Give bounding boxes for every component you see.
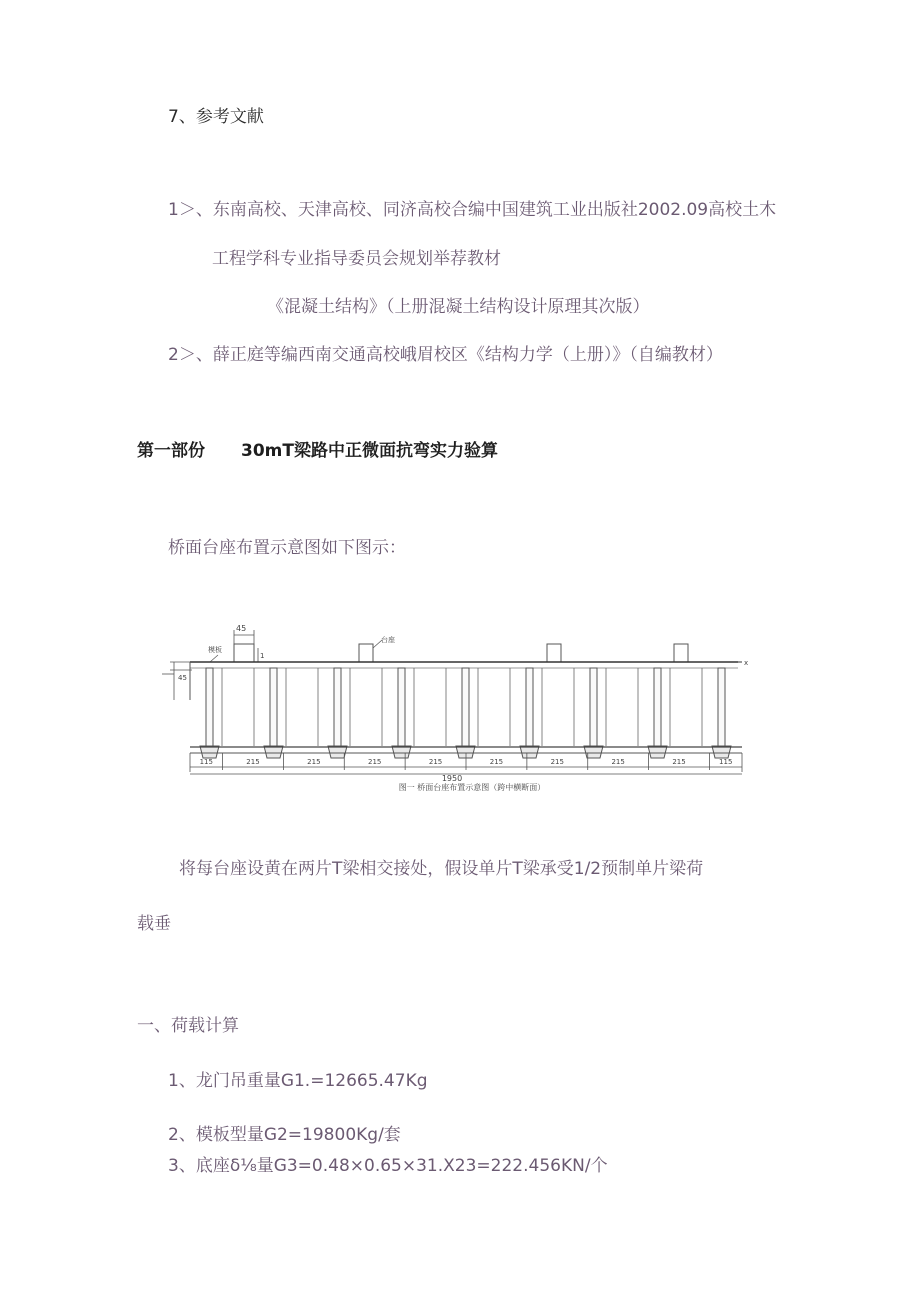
t-beam-webs — [200, 668, 731, 758]
span-label: 215 — [368, 758, 382, 766]
part-label: 第一部份 — [137, 441, 205, 461]
dim-flange-height: 45 — [178, 674, 187, 682]
reference-1-line-3: 《混凝土结构》（上册混凝土结构设计原理其次版） — [267, 297, 650, 317]
span-label: 215 — [428, 758, 443, 766]
part-title: 30mT梁路中正微面抗弯实力验算 — [241, 441, 498, 461]
pedestal-layout-diagram — [162, 622, 758, 792]
span-label: 115 — [199, 758, 213, 766]
span-label: 115 — [719, 758, 733, 766]
span-label: 215 — [672, 758, 686, 766]
svg-text:1: 1 — [260, 652, 265, 660]
svg-text:x: x — [744, 659, 749, 667]
figure-intro: 桥面台座布置示意图如下图示： — [168, 538, 406, 558]
load-heading: 一、荷载计算 — [137, 1016, 239, 1036]
pedestal-block — [547, 644, 561, 662]
label-formwork: 模板 — [208, 646, 222, 654]
span-label: 215 — [246, 758, 260, 766]
label-pedestal: 台座 — [381, 636, 395, 644]
span-label: 215 — [550, 758, 564, 766]
load-item-2: 2、模板型量G2=19800Kg/套 — [168, 1125, 401, 1145]
span-label: 215 — [611, 758, 625, 766]
load-item-1: 1、龙门吊重量G1.=12665.47Kg — [168, 1071, 428, 1091]
reference-2: 2＞、薛正庭等编西南交通高校峨眉校区《结构力学（上册）》（自编教材） — [168, 345, 723, 365]
pedestal-block — [674, 644, 688, 662]
pedestal-block — [234, 644, 254, 662]
paragraph-line-2: 载垂 — [137, 914, 171, 934]
dim-total-width: 1950 — [441, 774, 463, 783]
span-label: 215 — [307, 758, 321, 766]
dim-pedestal-width: 45 — [236, 624, 247, 633]
paragraph-line-1: 将每台座设黄在两片T梁相交接处，假设单片T梁承受1/2预制单片梁荷 — [179, 859, 704, 879]
pedestal-block — [359, 644, 373, 662]
reference-1-line-2: 工程学科专业指导委员会规划举荐教材 — [212, 249, 501, 269]
load-item-3: 3、底座δ⅛量G3=0.48×0.65×31.X23=222.456KN/个 — [168, 1156, 608, 1176]
section-heading-references: 7、参考文献 — [168, 107, 264, 127]
reference-1-line-1: 1＞、东南高校、天津高校、同济高校合编中国建筑工业出版社2002.09高校土木 — [168, 200, 777, 220]
span-label: 215 — [489, 758, 504, 766]
figure-caption: 图一 桥面台座布置示意图（跨中横断面） — [398, 783, 546, 792]
